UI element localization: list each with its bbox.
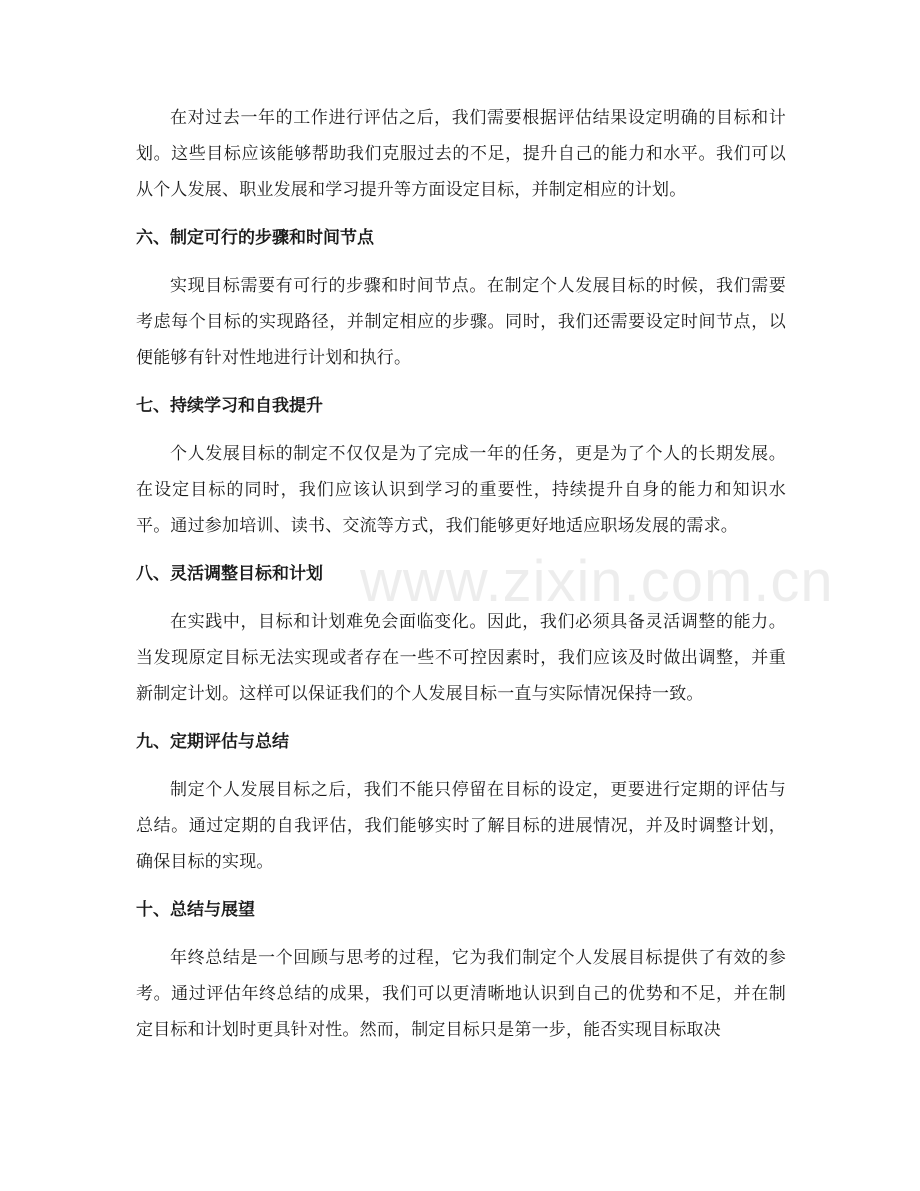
section-heading-7: 七、持续学习和自我提升 [136,396,323,416]
section-body-9: 制定个人发展目标之后，我们不能只停留在目标的设定，更要进行定期的评估与总结。通过定期的自我评估，我们能够实时了解目标的进展情况，并及时调整计划，确保目标的实现。 [136,780,786,872]
section-heading-6: 六、制定可行的步骤和时间节点 [136,228,374,248]
section-heading-9: 九、定期评估与总结 [136,732,289,752]
document-body [136,100,786,1048]
section-heading-8: 八、灵活调整目标和计划 [136,564,323,584]
section-body-8: 在实践中，目标和计划难免会面临变化。因此，我们必须具备灵活调整的能力。当发现原定目标无法实现或者存在一些不可控因素时，我们应该及时做出调整，并重新制定计划。这样可以保证我们的个人发展目标一直与实际情况保持一致。 [136,612,786,704]
section-body-6: 实现目标需要有可行的步骤和时间节点。在制定个人发展目标的时候，我们需要考虑每个目标的实现路径，并制定相应的步骤。同时，我们还需要设定时间节点，以便能够有针对性地进行计划和执行。 [136,276,786,368]
intro-paragraph: 在对过去一年的工作进行评估之后，我们需要根据评估结果设定明确的目标和计划。这些目标应该能够帮助我们克服过去的不足，提升自己的能力和水平。我们可以从个人发展、职业发展和学习提升等方面设定目标，并制定相应的计划。 [136,108,786,200]
section-body-7: 个人发展目标的制定不仅仅是为了完成一年的任务，更是为了个人的长期发展。在设定目标的同时，我们应该认识到学习的重要性，持续提升自身的能力和知识水平。通过参加培训、读书、交流等方式，我们能够更好地适应职场发展的需求。 [136,444,786,536]
watermark-text: www.zixin.com.cn [360,549,834,614]
section-heading-10: 十、总结与展望 [136,900,255,920]
section-body-10: 年终总结是一个回顾与思考的过程，它为我们制定个人发展目标提供了有效的参考。通过评估年终总结的成果，我们可以更清晰地认识到自己的优势和不足，并在制定目标和计划时更具针对性。然而，制定目标只是第一步，能否实现目标取决 [136,948,786,1040]
